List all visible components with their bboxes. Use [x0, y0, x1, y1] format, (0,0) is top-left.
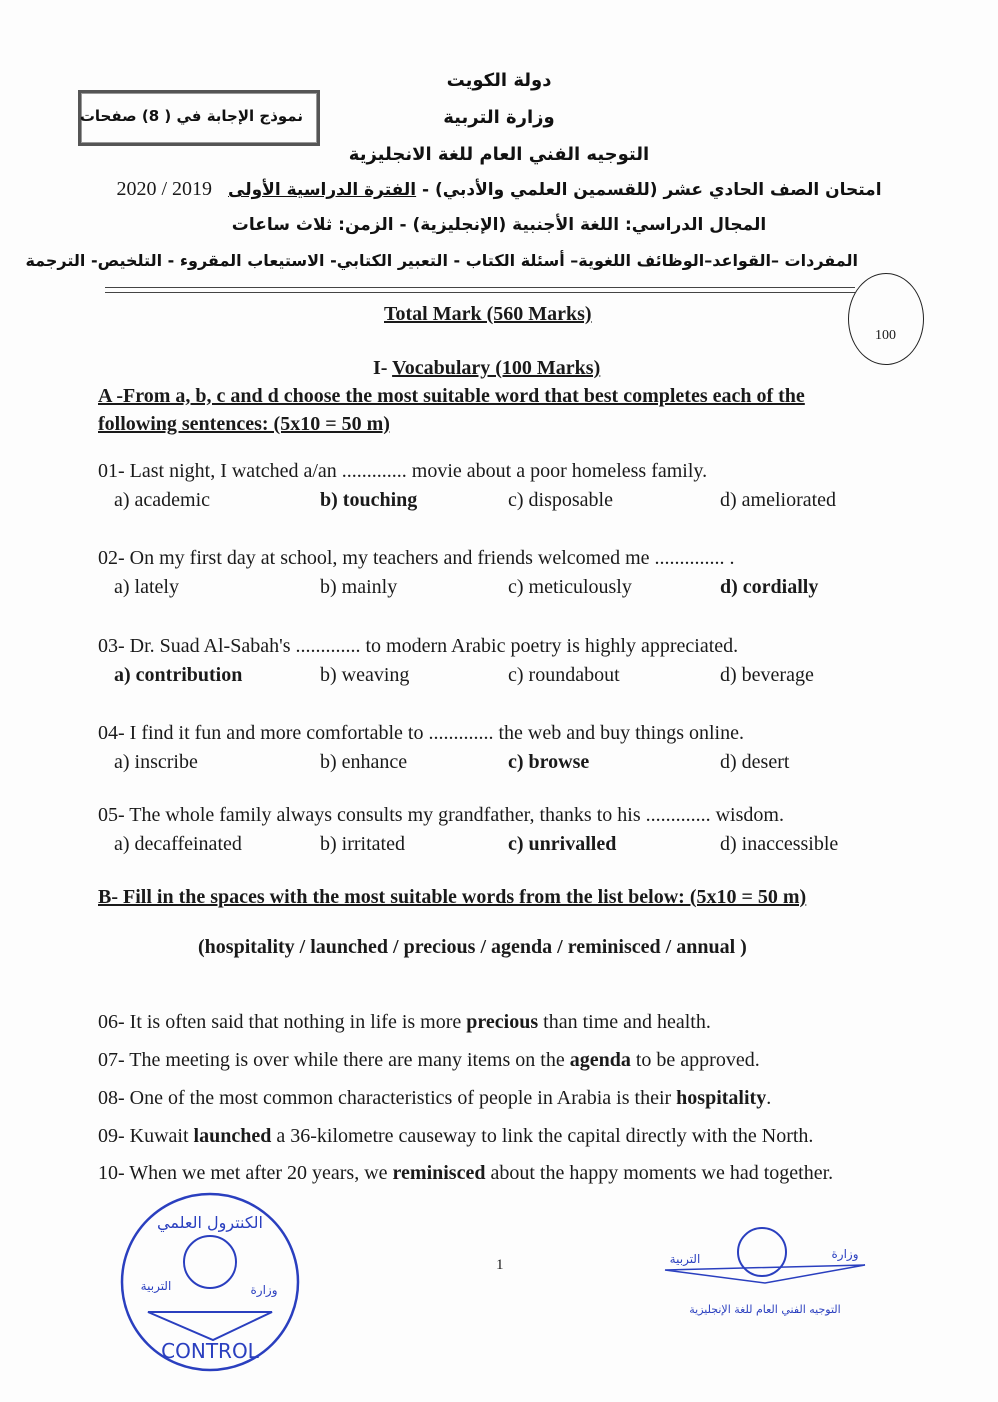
exam-year: 2020 / 2019: [116, 178, 213, 200]
fill-sentence: [98, 1162, 833, 1185]
stamp-text: التربية: [140, 1279, 172, 1293]
fill-sentence: [98, 1087, 771, 1110]
stamp-text: CONTROL: [161, 1339, 259, 1363]
word-list: (hospitality / launched / precious / agenda / reminisced / annual ): [198, 936, 747, 958]
stamp-text: الكنترول العلمي: [157, 1213, 263, 1232]
part-a-instruction-2: following sentences: (5x10 = 50 m): [98, 413, 390, 435]
answer-pages-box: [78, 90, 320, 146]
section-mark-circle: [848, 273, 924, 365]
country-heading: دولة الكويت: [446, 70, 552, 91]
fill-answer: agenda: [569, 1049, 631, 1071]
question-stem: 03- Dr. Suad Al-Sabah's ............. to modern Arabic poetry is highly appreciated.: [98, 635, 739, 657]
question-stem: 01- Last night, I watched a/an ............. movie about a poor homeless family.: [98, 460, 708, 482]
stamp-text: وزارة: [250, 1283, 278, 1297]
option: a) inscribe: [114, 751, 198, 773]
option: d) beverage: [720, 664, 814, 686]
option: c) disposable: [508, 489, 613, 511]
option: b) irritated: [320, 833, 405, 855]
question-stem: 05- The whole family always consults my grandfather, thanks to his ............. wisdom.: [98, 804, 784, 826]
sentence-text: to be approved.: [630, 1049, 760, 1071]
ministry-heading: وزارة التربية: [443, 107, 555, 128]
part-b-instruction: B- Fill in the spaces with the most suitable words from the list below: (5x10 = 50 m): [98, 886, 807, 908]
exam-title-text: امتحان الصف الحادي عشر (للقسمين العلمي والأدبي) -: [416, 180, 882, 200]
option: d) ameliorated: [720, 489, 837, 511]
logo-text: التوجيه الفني العام للغة الإنجليزية: [689, 1303, 841, 1316]
sentence-text: a 36-kilometre causeway to link the capital directly with the North.: [271, 1125, 814, 1147]
section-title: [373, 357, 600, 380]
section-prefix: I-: [373, 357, 393, 379]
sentence-text: 07- The meeting is over while there are many items on the: [98, 1049, 570, 1071]
fill-answer: precious: [466, 1011, 539, 1033]
section-title-text: Vocabulary (100 Marks): [392, 357, 601, 379]
option: d) desert: [720, 751, 790, 773]
exam-period: الفترة الدراسية الأولى: [228, 180, 417, 200]
sentence-text: 10- When we met after 20 years, we: [98, 1162, 393, 1184]
option: a) decaffeinated: [114, 833, 242, 855]
control-stamp: [118, 1190, 302, 1374]
sentence-text: 09- Kuwait: [98, 1125, 194, 1147]
correct-option: d) cordially: [720, 576, 819, 598]
page-number: 1: [496, 1257, 504, 1273]
exam-title-row: [0, 178, 998, 201]
logo-text: وزارة: [831, 1247, 859, 1261]
option: c) meticulously: [508, 576, 632, 598]
section-mark: 100: [875, 328, 896, 343]
option: a) academic: [114, 489, 211, 511]
question-stem: 02- On my first day at school, my teachers and friends welcomed me .............. .: [98, 547, 735, 569]
fill-answer: reminisced: [392, 1162, 486, 1184]
fill-sentence: [98, 1011, 711, 1034]
fill-answer: launched: [193, 1125, 272, 1147]
correct-option: b) touching: [320, 489, 418, 511]
correct-option: c) unrivalled: [508, 833, 617, 855]
option: b) weaving: [320, 664, 410, 686]
option: d) inaccessible: [720, 833, 839, 855]
option: c) roundabout: [508, 664, 620, 686]
logo-text: التربية: [669, 1252, 701, 1266]
subject-line: المجال الدراسي: اللغة الأجنبية (الإنجليزية) - الزمن: ثلاث ساعات: [231, 215, 767, 235]
fill-sentence: [98, 1049, 760, 1072]
option: a) lately: [114, 576, 179, 598]
answer-pages-label: نموذج الإجابة في ( 8) صفحات: [79, 107, 303, 125]
option: b) enhance: [320, 751, 408, 773]
sentence-text: .: [766, 1087, 772, 1109]
exam-title: [228, 180, 882, 200]
sentence-text: 08- One of the most common characteristics of people in Arabia is their: [98, 1087, 677, 1109]
fill-answer: hospitality: [676, 1087, 767, 1109]
fill-sentence: [98, 1125, 813, 1148]
double-divider: [105, 287, 855, 293]
correct-option: a) contribution: [114, 664, 243, 686]
department-logo: [660, 1225, 875, 1325]
sentence-text: 06- It is often said that nothing in life is more: [98, 1011, 467, 1033]
sentence-text: than time and health.: [538, 1011, 711, 1033]
option: b) mainly: [320, 576, 398, 598]
question-stem: 04- I find it fun and more comfortable to ............. the web and buy things online.: [98, 722, 744, 744]
sentence-text: about the happy moments we had together.: [485, 1162, 834, 1184]
part-a-instruction: A -From a, b, c and d choose the most suitable word that best completes each of the: [98, 385, 805, 407]
department-heading: التوجيه الفني العام للغة الانجليزية: [348, 144, 650, 165]
topics-line: المفردات –القواعد–الوظائف اللغوية– أسئلة الكتاب - التعبير الكتابي- الاستيعاب المقروء - التلخيص- الترجمة: [25, 251, 858, 270]
total-mark: Total Mark (560 Marks): [384, 303, 592, 325]
correct-option: c) browse: [508, 751, 590, 773]
